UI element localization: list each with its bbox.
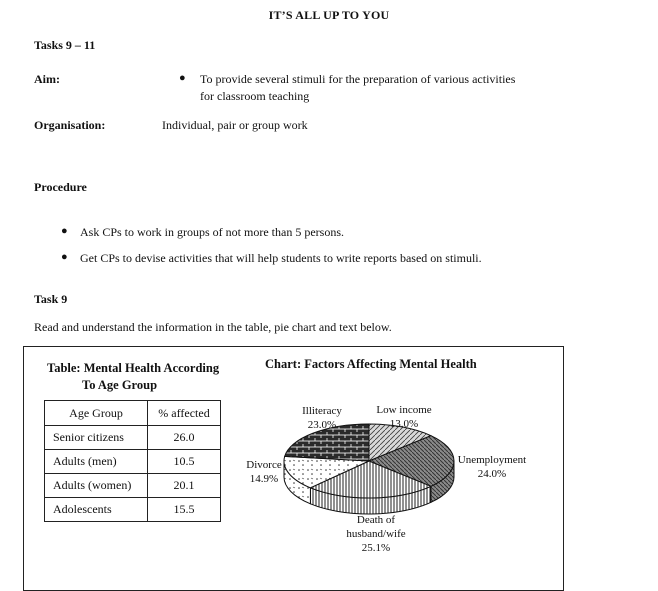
pie-label-name: Divorce bbox=[246, 459, 282, 471]
procedure-item: Ask CPs to work in groups of not more than 5 persons. bbox=[80, 225, 344, 239]
organisation-value: Individual, pair or group work bbox=[162, 118, 308, 132]
table-cell: Adults (women) bbox=[45, 474, 148, 498]
pie-label-unemployment bbox=[454, 453, 530, 481]
table-header-cell: % affected bbox=[148, 401, 221, 426]
table-header-cell: Age Group bbox=[45, 401, 148, 426]
table-cell: 20.1 bbox=[148, 474, 221, 498]
aim-text-line1: To provide several stimuli for the preparation of various activities bbox=[200, 72, 516, 86]
pie-label-death bbox=[336, 513, 416, 555]
table-cell: 10.5 bbox=[148, 450, 221, 474]
procedure-bullet-icon: ● bbox=[61, 251, 68, 263]
aim-text-line2: for classroom teaching bbox=[200, 89, 310, 103]
pie-label-value: 13.0% bbox=[389, 418, 419, 430]
table-cell: Senior citizens bbox=[45, 426, 148, 450]
chart-title: Chart: Factors Affecting Mental Health bbox=[265, 357, 477, 371]
pie-label-name: husband/wife bbox=[346, 528, 406, 540]
task9-instruction: Read and understand the information in the table, pie chart and text below. bbox=[34, 320, 392, 334]
procedure-item: Get CPs to devise activities that will help students to write reports based on stimuli. bbox=[80, 251, 482, 265]
procedure-heading: Procedure bbox=[34, 180, 87, 194]
table-title-line1: Table: Mental Health According bbox=[47, 361, 220, 375]
table-cell: 15.5 bbox=[148, 498, 221, 522]
pie-label-value: 14.9% bbox=[249, 473, 279, 485]
pie-label-value: 25.1% bbox=[361, 542, 391, 554]
pie-label-name: Death of bbox=[356, 514, 396, 526]
table-cell: Adolescents bbox=[45, 498, 148, 522]
task9-heading: Task 9 bbox=[34, 292, 68, 306]
page-title: IT’S ALL UP TO YOU bbox=[268, 8, 390, 22]
pie-label-illiteracy bbox=[292, 404, 352, 432]
pie-label-value: 24.0% bbox=[477, 468, 507, 480]
pie-label-value: 23.0% bbox=[307, 419, 337, 431]
aim-label: Aim: bbox=[34, 72, 60, 86]
pie-label-low-income bbox=[366, 403, 442, 431]
table-cell: Adults (men) bbox=[45, 450, 148, 474]
organisation-label: Organisation: bbox=[34, 118, 106, 132]
tasks-range-heading: Tasks 9 – 11 bbox=[34, 38, 96, 52]
pie-label-name: Unemployment bbox=[457, 454, 527, 466]
pie-label-divorce bbox=[240, 458, 288, 486]
table-cell: 26.0 bbox=[148, 426, 221, 450]
pie-label-name: Low income bbox=[376, 404, 432, 416]
procedure-bullet-icon: ● bbox=[61, 225, 68, 237]
table-title-line2: To Age Group bbox=[82, 378, 158, 392]
pie-label-name: Illiteracy bbox=[302, 405, 342, 417]
aim-bullet-icon: ● bbox=[179, 72, 186, 84]
